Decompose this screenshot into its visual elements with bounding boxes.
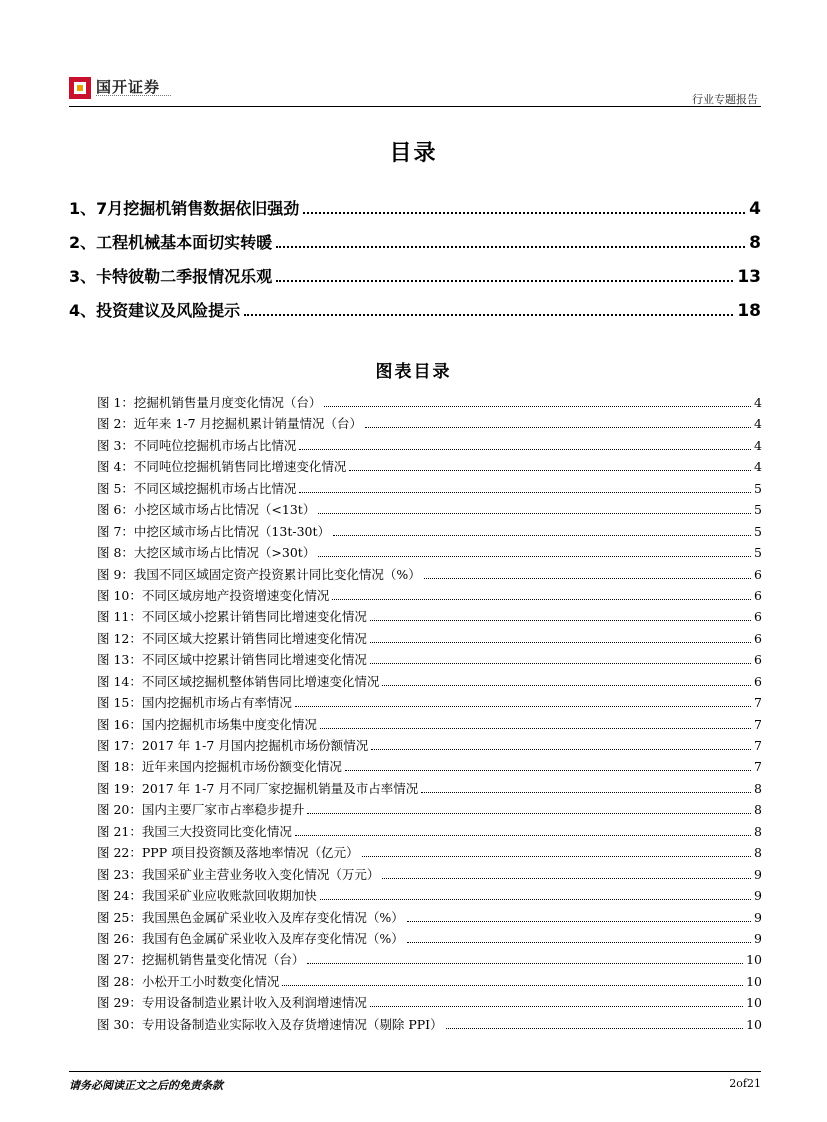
dot-leader: [307, 963, 743, 964]
figure-entry-label: 图 10：不同区域房地产投资增速变化情况: [97, 587, 330, 603]
dot-leader: [318, 556, 751, 557]
figure-entry[interactable]: [97, 693, 762, 714]
dot-leader: [303, 212, 745, 214]
figure-entry[interactable]: [97, 1015, 762, 1036]
dot-leader: [324, 406, 751, 407]
figure-entry[interactable]: [97, 586, 762, 607]
figure-entry[interactable]: [97, 950, 762, 971]
header-divider: [69, 106, 761, 107]
figure-entry[interactable]: [97, 457, 762, 478]
figure-entry-label: 图 29：专用设备制造业累计收入及利润增速情况: [97, 995, 367, 1011]
figure-entry-label: 图 14：不同区域挖掘机整体销售同比增速变化情况: [97, 673, 380, 689]
figure-entry-page: 7: [754, 738, 762, 753]
dot-leader: [370, 663, 751, 664]
dot-leader: [349, 470, 751, 471]
figure-entry-label: 图 24：我国采矿业应收账款回收期加快: [97, 888, 317, 904]
dot-leader: [333, 535, 751, 536]
dot-leader: [299, 449, 751, 450]
figure-entry[interactable]: [97, 779, 762, 800]
figure-entry-page: 6: [754, 630, 762, 646]
figure-list: [97, 393, 762, 1036]
toc-entry-label: 3、卡特彼勒二季报情况乐观: [69, 267, 273, 286]
figure-entry-page: 9: [754, 909, 762, 925]
dot-leader: [299, 492, 751, 493]
figure-entry[interactable]: [97, 436, 762, 457]
figure-entry-label: 图 8：大挖区域市场占比情况（>30t）: [97, 545, 316, 561]
toc-entry[interactable]: [69, 196, 761, 230]
dot-leader: [276, 246, 745, 248]
figure-entry-label: 图 27：挖掘机销售量变化情况（台）: [97, 952, 305, 968]
toc-entry[interactable]: [69, 298, 761, 332]
dot-leader: [282, 985, 743, 986]
figure-entry[interactable]: [97, 479, 762, 500]
figure-entry-page: 4: [754, 395, 762, 410]
figure-entry[interactable]: [97, 500, 762, 521]
figure-entry-label: 图 30：专用设备制造业实际收入及存货增速情况（剔除 PPI）: [97, 1016, 443, 1032]
figure-entry-label: 图 7：中挖区域市场占比情况（13t-30t）: [97, 523, 331, 539]
figure-entry-page: 5: [754, 480, 762, 496]
figure-entry-label: 图 21：我国三大投资同比变化情况: [97, 823, 292, 839]
figure-entry-label: 图 17：2017 年 1-7 月国内挖掘机市场份额情况: [97, 738, 369, 753]
dot-leader: [370, 1006, 743, 1007]
toc-entry-page: 13: [737, 267, 761, 287]
dot-leader: [295, 835, 751, 836]
figure-entry-label: 图 1：挖掘机销售量月度变化情况（台）: [97, 395, 322, 410]
figure-entry-page: 10: [746, 995, 762, 1011]
dot-leader: [421, 792, 751, 793]
figure-entry-page: 7: [754, 695, 762, 711]
company-logo: [69, 76, 177, 102]
figure-entry-page: 5: [754, 502, 762, 518]
figure-entry[interactable]: [97, 757, 762, 778]
figure-entry-page: 5: [754, 545, 762, 561]
figure-entry[interactable]: [97, 393, 762, 414]
figure-entry[interactable]: [97, 565, 762, 586]
figure-entry-label: 图 3：不同吨位挖掘机市场占比情况: [97, 437, 297, 453]
figure-entry-label: 图 19：2017 年 1-7 月不同厂家挖掘机销量及市占率情况: [97, 780, 419, 796]
dot-leader: [370, 642, 751, 643]
figure-entry-page: 8: [754, 845, 762, 861]
figure-entry-page: 6: [754, 566, 762, 582]
footer-divider: [69, 1071, 761, 1072]
figure-entry-label: 图 4：不同吨位挖掘机销售同比增速变化情况: [97, 459, 347, 475]
logo-icon: [69, 77, 91, 99]
figure-entry-page: 4: [754, 459, 762, 475]
dot-leader: [424, 578, 751, 579]
figure-entry-label: 图 28：小松开工小时数变化情况: [97, 973, 280, 989]
dot-leader: [244, 314, 733, 316]
figure-entry[interactable]: [97, 908, 762, 929]
figure-entry-label: 图 5：不同区域挖掘机市场占比情况: [97, 480, 297, 496]
figure-entry-page: 8: [754, 823, 762, 839]
figure-entry-label: 图 12：不同区域大挖累计销售同比增速变化情况: [97, 630, 367, 646]
figure-entry-page: 8: [754, 780, 762, 796]
figure-entry-page: 4: [754, 437, 762, 453]
dot-leader: [320, 728, 751, 729]
page-header: [0, 0, 827, 110]
figure-entry-label: 图 20：国内主要厂家市占率稳步提升: [97, 802, 305, 818]
dot-leader: [276, 280, 733, 282]
figure-entry-page: 5: [754, 523, 762, 539]
figure-entry-page: 9: [754, 888, 762, 904]
figure-entry-page: 10: [746, 973, 762, 989]
figure-entry[interactable]: [97, 929, 762, 950]
dot-leader: [371, 749, 751, 750]
figure-entry[interactable]: [97, 629, 762, 650]
dot-leader: [345, 770, 751, 771]
dot-leader: [382, 878, 751, 879]
figure-entry-label: 图 25：我国黑色金属矿采业收入及库存变化情况（%）: [97, 909, 404, 925]
dot-leader: [446, 1028, 743, 1029]
figure-entry[interactable]: [97, 800, 762, 821]
figure-entry[interactable]: [97, 843, 762, 864]
figure-entry-page: 8: [754, 802, 762, 818]
dot-leader: [320, 899, 751, 900]
dot-leader: [318, 513, 751, 514]
toc-entry[interactable]: [69, 230, 761, 264]
figure-entry[interactable]: [97, 414, 762, 435]
figure-entry-page: 7: [754, 759, 762, 775]
figure-entry-label: 图 6：小挖区域市场占比情况（<13t）: [97, 502, 316, 518]
figure-entry[interactable]: [97, 822, 762, 843]
figure-entry-label: 图 2：近年来 1-7 月挖掘机累计销量情况（台）: [97, 416, 363, 432]
logo-subtitle-line: [96, 95, 171, 98]
figure-entry-page: 10: [746, 1016, 762, 1032]
figure-entry-page: 10: [746, 952, 762, 968]
toc-entry[interactable]: [69, 264, 761, 298]
dot-leader: [370, 620, 751, 621]
dot-leader: [382, 685, 751, 686]
figure-entry-label: 图 15：国内挖掘机市场占有率情况: [97, 695, 292, 711]
toc-entry-page: 8: [749, 233, 761, 253]
figure-entry-page: 6: [754, 652, 762, 668]
dot-leader: [307, 813, 751, 814]
figure-entry-label: 图 18：近年来国内挖掘机市场份额变化情况: [97, 759, 342, 775]
figure-entry-label: 图 11：不同区域小挖累计销售同比增速变化情况: [97, 609, 367, 625]
toc-entry-label: 1、7月挖掘机销售数据依旧强劲: [69, 199, 300, 218]
footer-disclaimer: 请务必阅读正文之后的免责条款: [69, 1079, 223, 1092]
figure-entry[interactable]: [97, 522, 762, 543]
toc-entry-label: 4、投资建议及风险提示: [69, 301, 241, 320]
figure-entry[interactable]: [97, 972, 762, 993]
dot-leader: [407, 942, 751, 943]
figure-entry-page: 6: [754, 609, 762, 625]
dot-leader: [332, 599, 751, 600]
figure-entry[interactable]: [97, 715, 762, 736]
table-of-contents: [69, 196, 761, 332]
company-name: 国开证券: [96, 78, 161, 96]
report-type: 行业专题报告: [692, 93, 758, 106]
figure-list-title: 图表目录: [375, 362, 452, 382]
figure-entry-page: 6: [754, 587, 762, 603]
toc-entry-page: 18: [737, 301, 761, 321]
dot-leader: [362, 856, 751, 857]
figure-entry-label: 图 13：不同区域中挖累计销售同比增速变化情况: [97, 652, 367, 668]
figure-entry[interactable]: [97, 607, 762, 628]
figure-entry[interactable]: [97, 650, 762, 671]
figure-entry-page: 4: [754, 416, 762, 432]
figure-entry[interactable]: [97, 672, 762, 693]
figure-entry-label: 图 16：国内挖掘机市场集中度变化情况: [97, 716, 317, 732]
figure-entry[interactable]: [97, 543, 762, 564]
page-number: 2of21: [729, 1077, 761, 1090]
figure-entry[interactable]: [97, 886, 762, 907]
dot-leader: [295, 706, 751, 707]
figure-entry[interactable]: [97, 993, 762, 1014]
figure-entry-label: 图 23：我国采矿业主营业务收入变化情况（万元）: [97, 866, 380, 882]
figure-entry-page: 6: [754, 673, 762, 689]
figure-entry[interactable]: [97, 865, 762, 886]
figure-entry-page: 9: [754, 866, 762, 882]
figure-entry-label: 图 9：我国不同区域固定资产投资累计同比变化情况（%）: [97, 566, 421, 582]
toc-entry-label: 2、工程机械基本面切实转暖: [69, 233, 273, 252]
toc-title: 目录: [389, 141, 438, 166]
figure-entry-page: 9: [754, 930, 762, 946]
figure-entry-label: 图 26：我国有色金属矿采业收入及库存变化情况（%）: [97, 930, 404, 946]
figure-entry-label: 图 22：PPP 项目投资额及落地率情况（亿元）: [97, 845, 359, 861]
figure-entry[interactable]: [97, 736, 762, 757]
figure-entry-page: 7: [754, 716, 762, 732]
toc-entry-page: 4: [749, 199, 761, 219]
dot-leader: [407, 921, 751, 922]
dot-leader: [365, 427, 751, 428]
